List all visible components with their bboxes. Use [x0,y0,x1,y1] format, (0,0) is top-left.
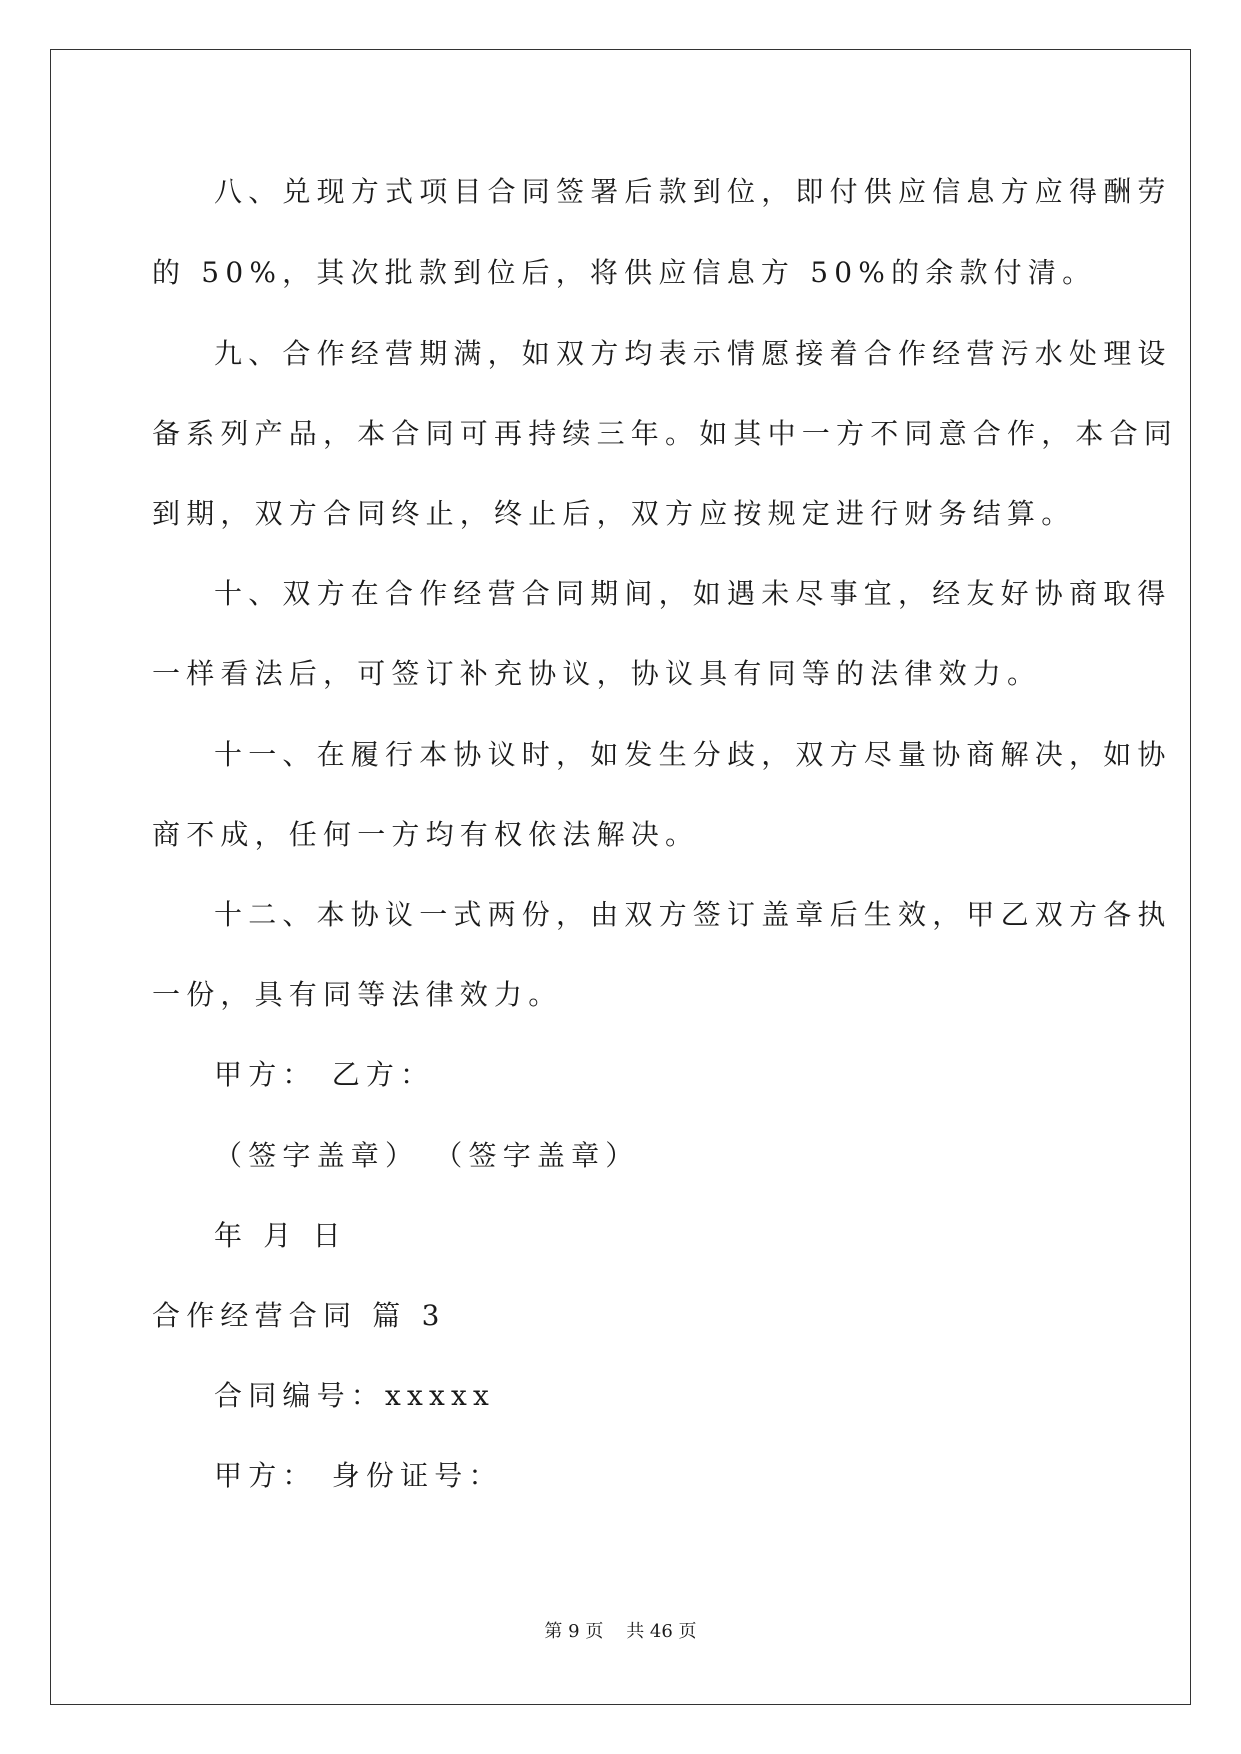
clause-11-line-1: 十一、在履行本协议时，如发生分歧，双方尽量协商解决，如协 [214,738,1172,771]
clause-12-line-2: 一份，具有同等法律效力。 [152,978,563,1011]
party-labels: 甲方： 乙方： [214,1058,435,1091]
clause-9-line-1: 九、合作经营期满，如双方均表示情愿接着合作经营污水处理设 [214,337,1172,370]
date-label: 年 月 日 [214,1219,347,1252]
clause-9-line-2: 备系列产品，本合同可再持续三年。如其中一方不同意合作，本合同 [152,417,1179,450]
clause-12-line-1: 十二、本协议一式两份，由双方签订盖章后生效，甲乙双方各执 [214,898,1172,931]
party-a-id: 甲方： 身份证号： [214,1459,503,1492]
page-number: 第 9 页 共 46 页 [544,1621,697,1642]
contract-number: 合同编号：xxxxx [214,1379,495,1412]
clause-10-line-2: 一样看法后，可签订补充协议，协议具有同等的法律效力。 [152,657,1042,690]
clause-8-line-2: 的 50%，其次批款到位后，将供应信息方 50%的余款付清。 [152,256,1097,289]
clause-9-line-3: 到期，双方合同终止，终止后，双方应按规定进行财务结算。 [152,497,1076,530]
clause-10-line-1: 十、双方在合作经营合同期间，如遇未尽事宜，经友好协商取得 [214,577,1172,610]
section-title: 合作经营合同 篇 3 [152,1299,446,1332]
clause-8-line-1: 八、兑现方式项目合同签署后款到位，即付供应信息方应得酬劳 [214,175,1172,208]
clause-11-line-2: 商不成，任何一方均有权依法解决。 [152,818,700,851]
signature-labels: （签字盖章） （签字盖章） [214,1139,640,1172]
page-frame [50,49,1191,1705]
